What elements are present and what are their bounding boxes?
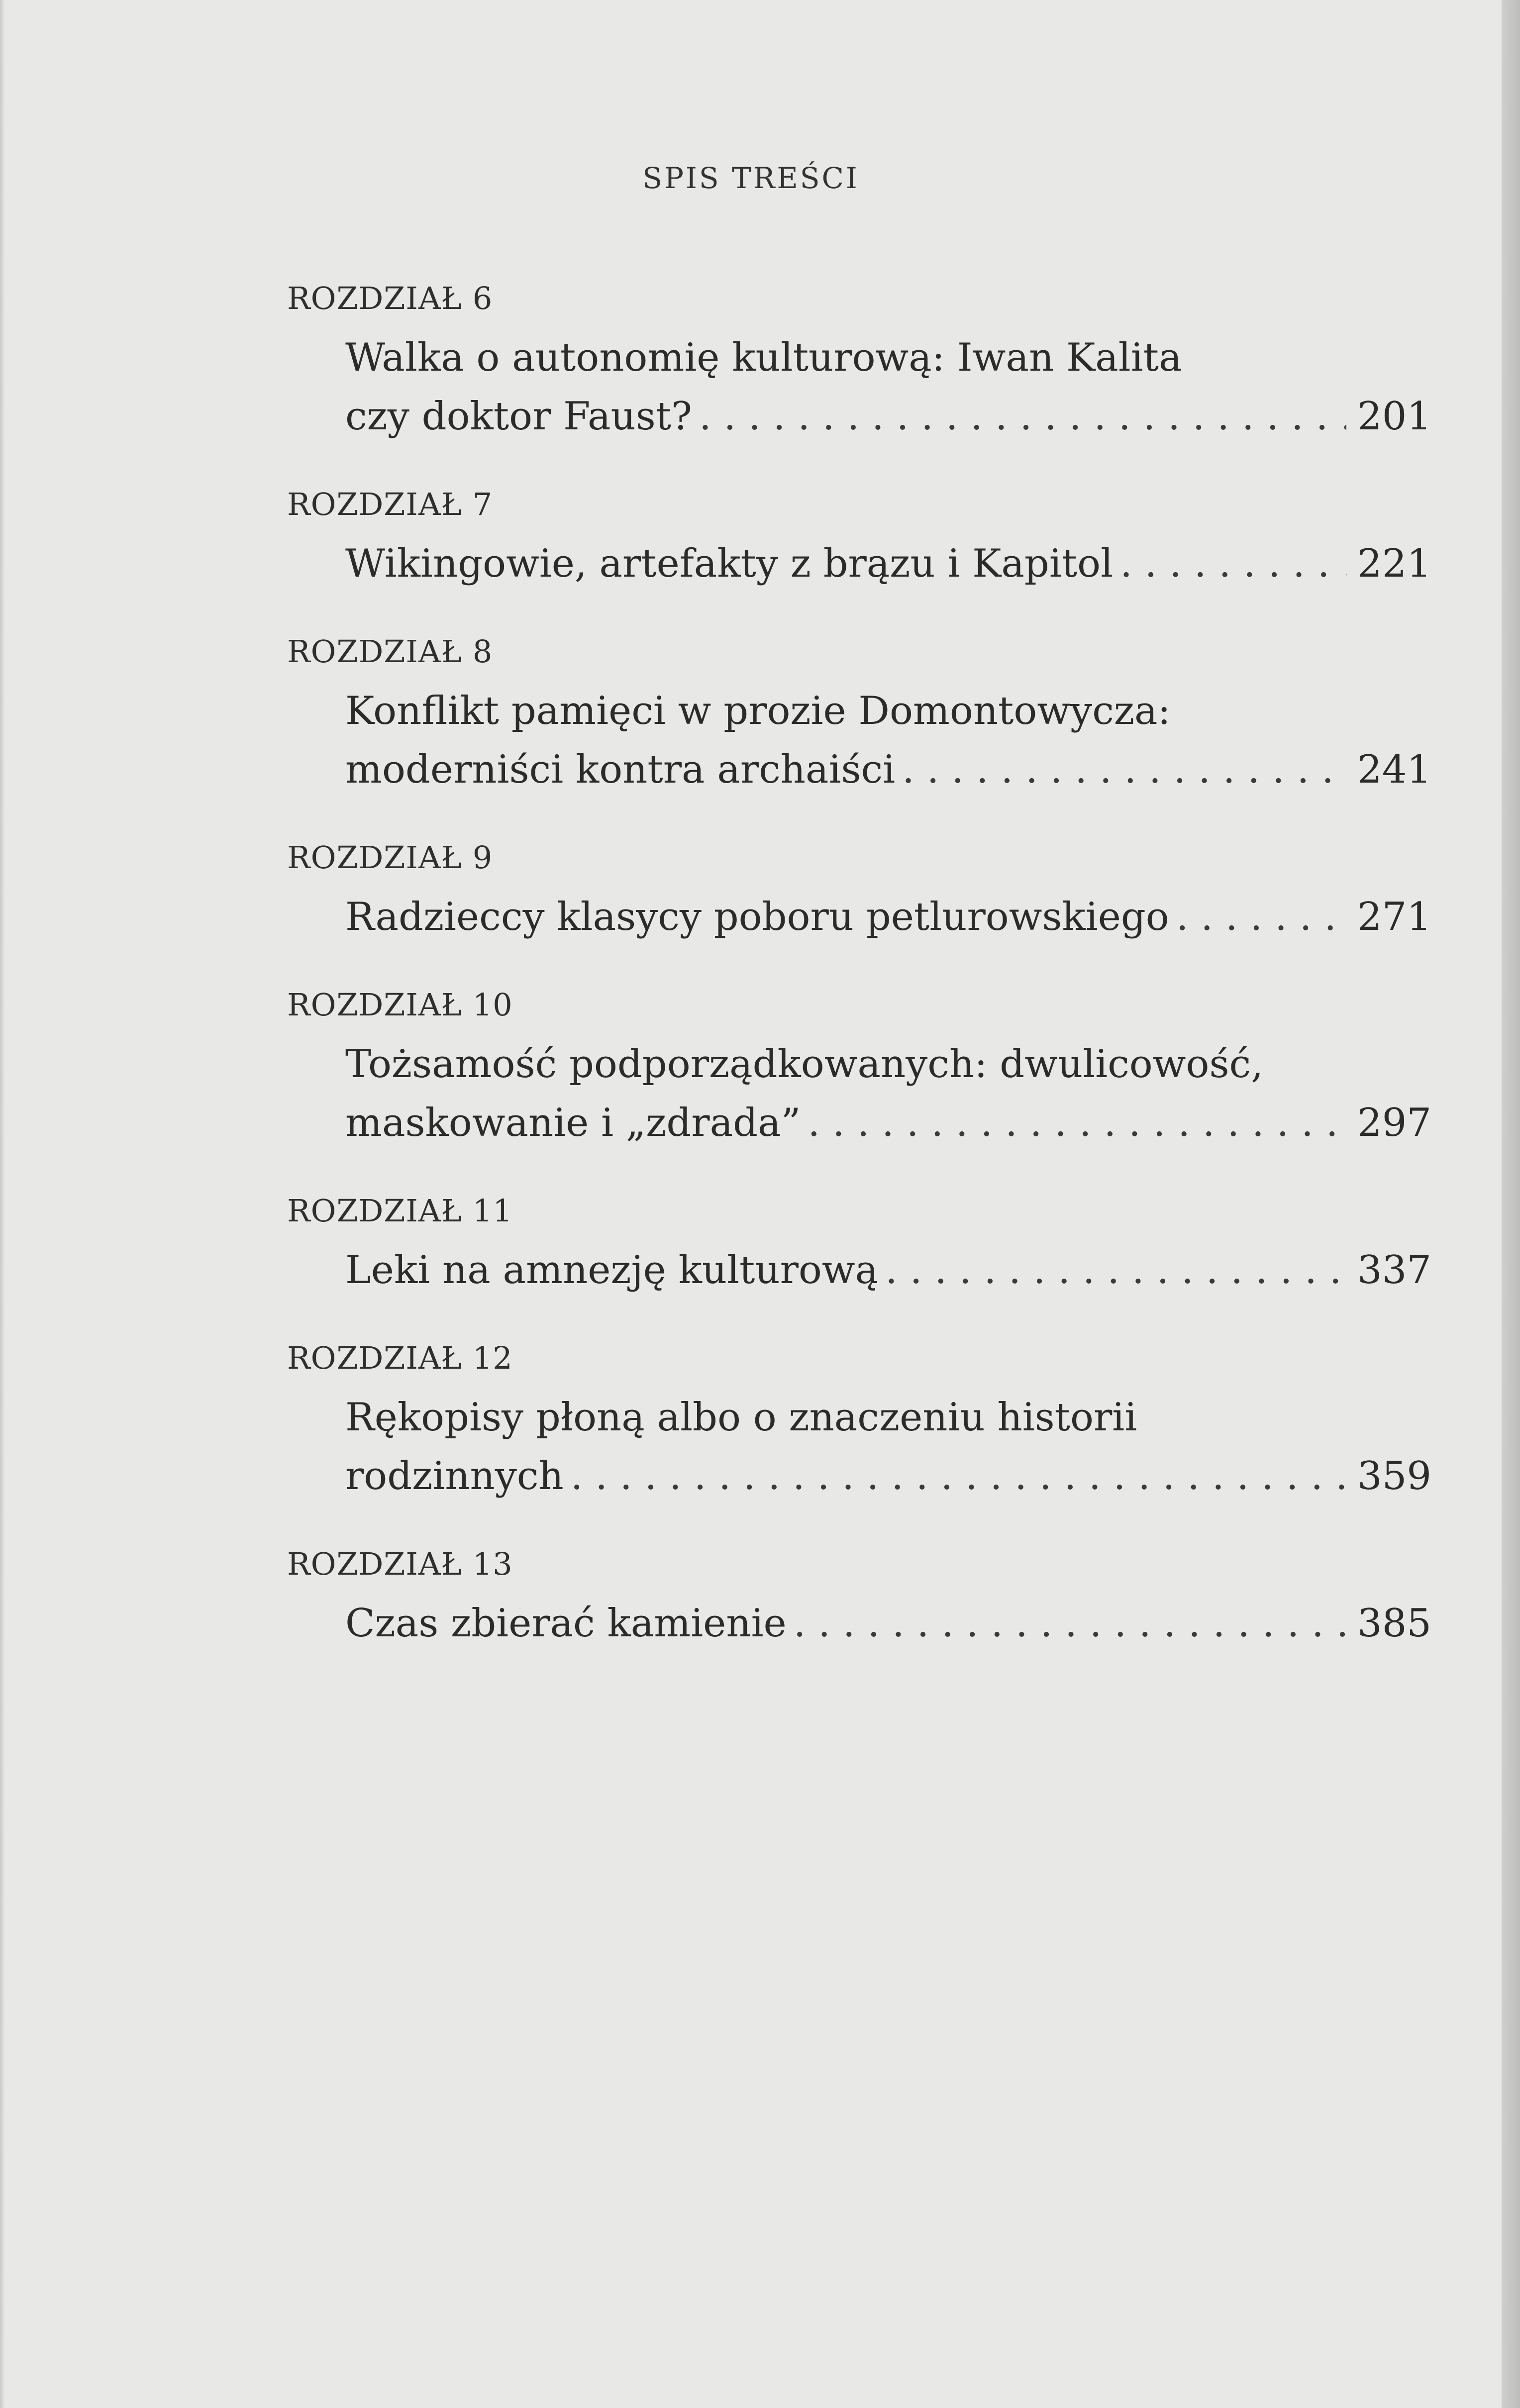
page-number: 297 xyxy=(1357,1101,1431,1145)
toc-chapter-13 xyxy=(287,1534,1431,1653)
chapter-title-last-line xyxy=(345,1094,1431,1152)
chapter-title-line: czy doktor Faust? xyxy=(345,394,692,439)
chapter-label: ROZDZIAŁ 9 xyxy=(287,839,493,876)
spacer xyxy=(287,1300,1431,1328)
chapter-title-last-line xyxy=(345,1447,1431,1505)
spacer xyxy=(287,1505,1431,1534)
chapter-title-last-line xyxy=(345,1594,1431,1653)
toc-chapter-12 xyxy=(287,1328,1431,1505)
toc-chapter-7 xyxy=(287,475,1431,593)
spacer xyxy=(287,946,1431,975)
chapter-label: ROZDZIAŁ 12 xyxy=(287,1340,513,1376)
page-number: 221 xyxy=(1357,541,1431,586)
toc-chapter-11 xyxy=(287,1181,1431,1300)
page-edge-right xyxy=(1502,0,1520,2408)
chapter-entry xyxy=(345,888,1431,946)
chapter-title-line: moderniści kontra archaiści xyxy=(345,747,896,792)
toc-chapter-8 xyxy=(287,622,1431,799)
chapter-entry xyxy=(345,1594,1431,1653)
chapter-title-last-line xyxy=(345,888,1431,946)
chapter-entry xyxy=(345,1241,1431,1300)
page-number: 359 xyxy=(1357,1454,1431,1499)
page-number: 241 xyxy=(1357,747,1431,792)
chapter-entry xyxy=(345,328,1431,446)
dot-leader xyxy=(808,1094,1346,1152)
chapter-title-line: Radzieccy klasycy poboru petlurowskiego xyxy=(345,895,1169,939)
dot-leader xyxy=(902,740,1346,799)
dot-leader xyxy=(699,387,1346,446)
chapter-title-last-line xyxy=(345,387,1431,446)
chapter-entry xyxy=(345,1388,1431,1505)
chapter-label: ROZDZIAŁ 11 xyxy=(287,1193,513,1229)
page-number: 385 xyxy=(1357,1601,1431,1646)
page-number: 337 xyxy=(1357,1248,1431,1293)
spacer xyxy=(287,593,1431,622)
spacer xyxy=(287,446,1431,475)
chapter-title-last-line xyxy=(345,740,1431,799)
chapter-label: ROZDZIAŁ 7 xyxy=(287,486,493,522)
chapter-entry xyxy=(345,534,1431,593)
chapter-title-line: Walka o autonomię kulturową: Iwan Kalita xyxy=(345,335,1182,380)
chapter-title-line: Leki na amnezję kulturową xyxy=(345,1248,879,1293)
page-edge-left xyxy=(0,0,5,2408)
dot-leader xyxy=(1176,888,1346,946)
dot-leader xyxy=(571,1447,1346,1505)
toc-chapter-10 xyxy=(287,975,1431,1152)
toc-chapter-9 xyxy=(287,828,1431,946)
chapter-title-line: Konflikt pamięci w prozie Domontowycza: xyxy=(345,689,1171,733)
chapter-label: ROZDZIAŁ 6 xyxy=(287,280,493,316)
page-number: 271 xyxy=(1357,895,1431,939)
chapter-entry xyxy=(345,1035,1431,1152)
chapter-label: ROZDZIAŁ 8 xyxy=(287,633,493,670)
dot-leader xyxy=(1120,534,1346,593)
chapter-title-line: Czas zbierać kamienie xyxy=(345,1601,787,1646)
running-header: SPIS TREŚCI xyxy=(642,161,859,195)
chapter-title-line: rodzinnych xyxy=(345,1454,564,1499)
chapter-label: ROZDZIAŁ 10 xyxy=(287,987,513,1023)
chapter-title-last-line xyxy=(345,534,1431,593)
spacer xyxy=(287,799,1431,828)
chapter-title-last-line xyxy=(345,1241,1431,1300)
spacer xyxy=(287,1152,1431,1181)
chapter-title-line: maskowanie i „zdrada” xyxy=(345,1101,801,1145)
toc-chapter-6 xyxy=(287,269,1431,446)
table-of-contents xyxy=(287,269,1431,1653)
dot-leader xyxy=(885,1241,1346,1300)
page-number: 201 xyxy=(1357,394,1431,439)
chapter-title-line: Tożsamość podporządkowanych: dwulicowość, xyxy=(345,1042,1263,1087)
chapter-title-line: Wikingowie, artefakty z brązu i Kapitol xyxy=(345,541,1114,586)
chapter-title-line: Rękopisy płoną albo o znaczeniu historii xyxy=(345,1395,1137,1440)
dot-leader xyxy=(794,1594,1346,1653)
chapter-entry xyxy=(345,682,1431,799)
chapter-label: ROZDZIAŁ 13 xyxy=(287,1546,513,1582)
